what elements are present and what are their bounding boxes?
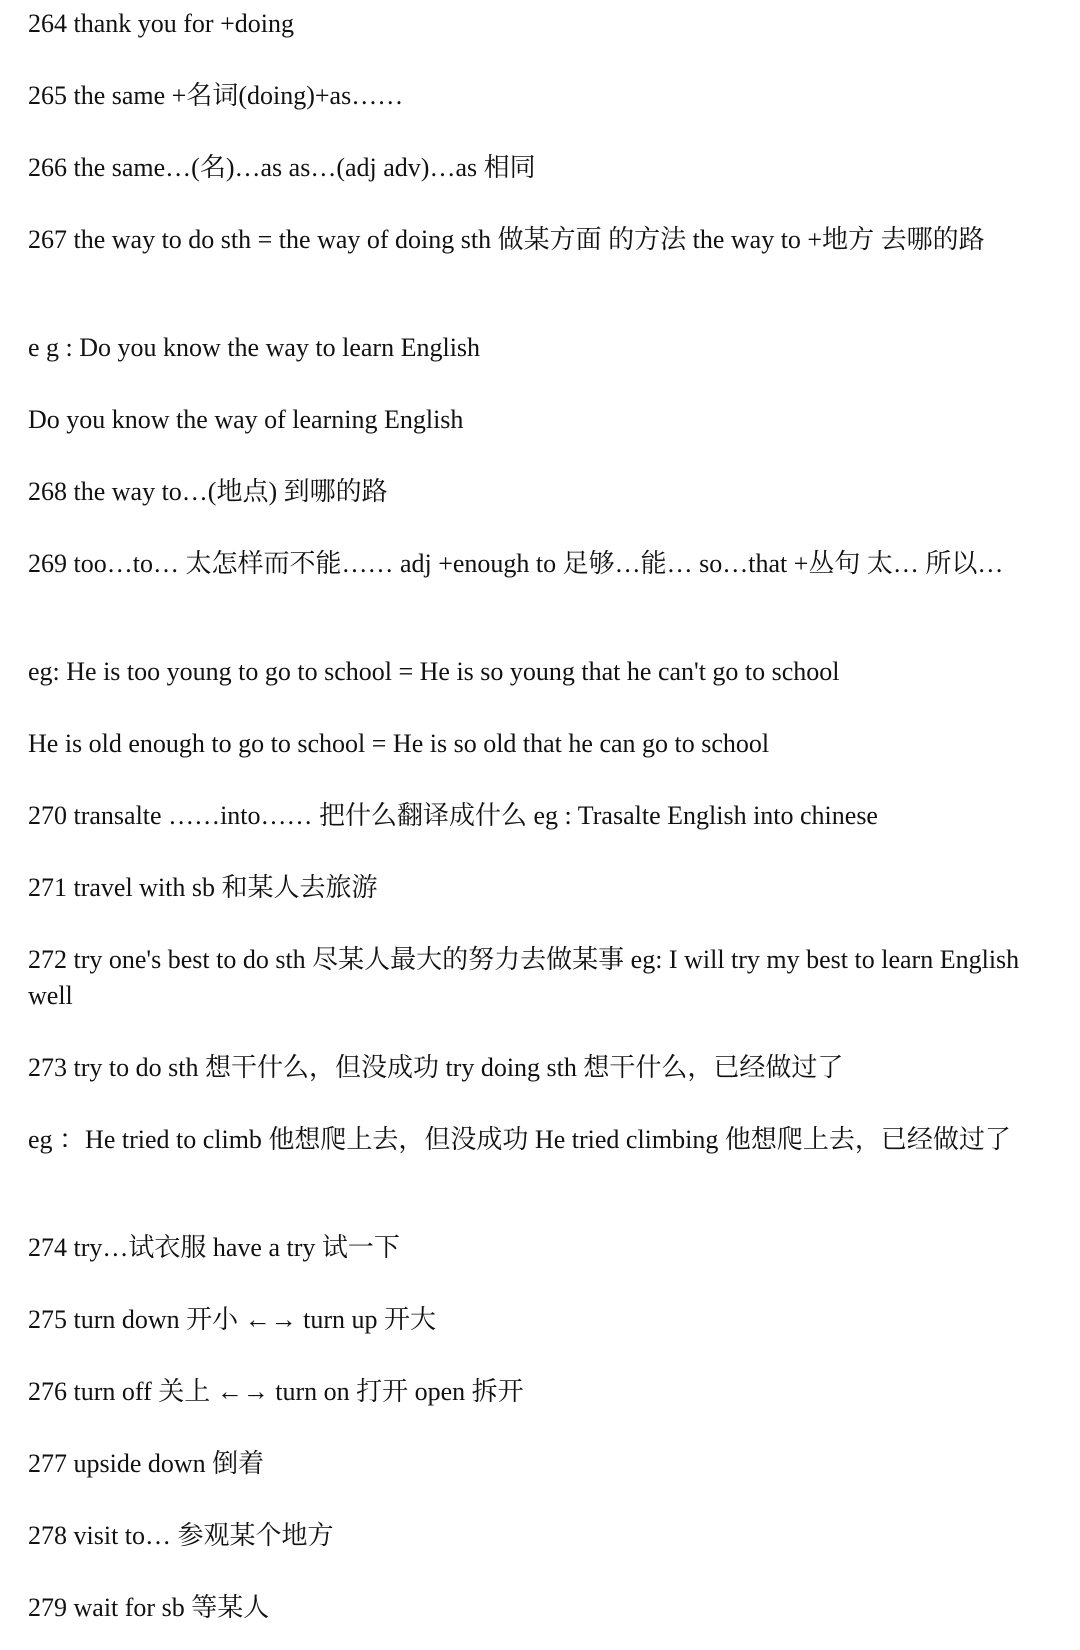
entry-273: 273 try to do sth 想干什么，但没成功 try doing sth 想干什么，已经做过了 (28, 1053, 844, 1082)
entry-264: 264 thank you for +doing (28, 9, 294, 38)
entry-272: 272 try one's best to do sth 尽某人最大的努力去做某事 eg: I will try my best to learn English well (28, 945, 1020, 1010)
entry-265: 265 the same +名词(doing)+as…… (28, 81, 404, 110)
entry-269: 269 too…to… 太怎样而不能…… adj +enough to 足够…能… so…that +丛句 太… 所以… (28, 549, 1004, 578)
entry-275: 275 turn down 开小 ←→ turn up 开大 (28, 1305, 437, 1334)
entry-271: 271 travel with sb 和某人去旅游 (28, 873, 378, 902)
entry-268: 268 the way to…(地点) 到哪的路 (28, 477, 388, 506)
entry-274: 274 try…试衣服 have a try 试一下 (28, 1233, 400, 1262)
entry-278: 278 visit to… 参观某个地方 (28, 1521, 334, 1550)
entry-266: 266 the same…(名)…as as…(adj adv)…as 相同 (28, 153, 536, 182)
example-273: eg ：He tried to climb 他想爬上去，但没成功 He tried climbing 他想爬上去，已经做过了 (28, 1125, 1011, 1154)
entry-277: 277 upside down 倒着 (28, 1449, 265, 1478)
example-267-b: Do you know the way of learning English (28, 405, 464, 434)
entry-270: 270 transalte ……into…… 把什么翻译成什么 eg : Trasalte English into chinese (28, 801, 878, 830)
example-269-b: He is old enough to go to school = He is so old that he can go to school (28, 729, 770, 758)
example-269-a: eg: He is too young to go to school = He is so young that he can't go to school (28, 657, 840, 686)
entry-279: 279 wait for sb 等某人 (28, 1593, 270, 1622)
example-267-a: e g : Do you know the way to learn English (28, 333, 481, 362)
entry-276: 276 turn off 关上 ←→ turn on 打开 open 拆开 (28, 1377, 524, 1406)
entry-267: 267 the way to do sth = the way of doing sth 做某方面 的方法 the way to +地方 去哪的路 (28, 225, 985, 254)
